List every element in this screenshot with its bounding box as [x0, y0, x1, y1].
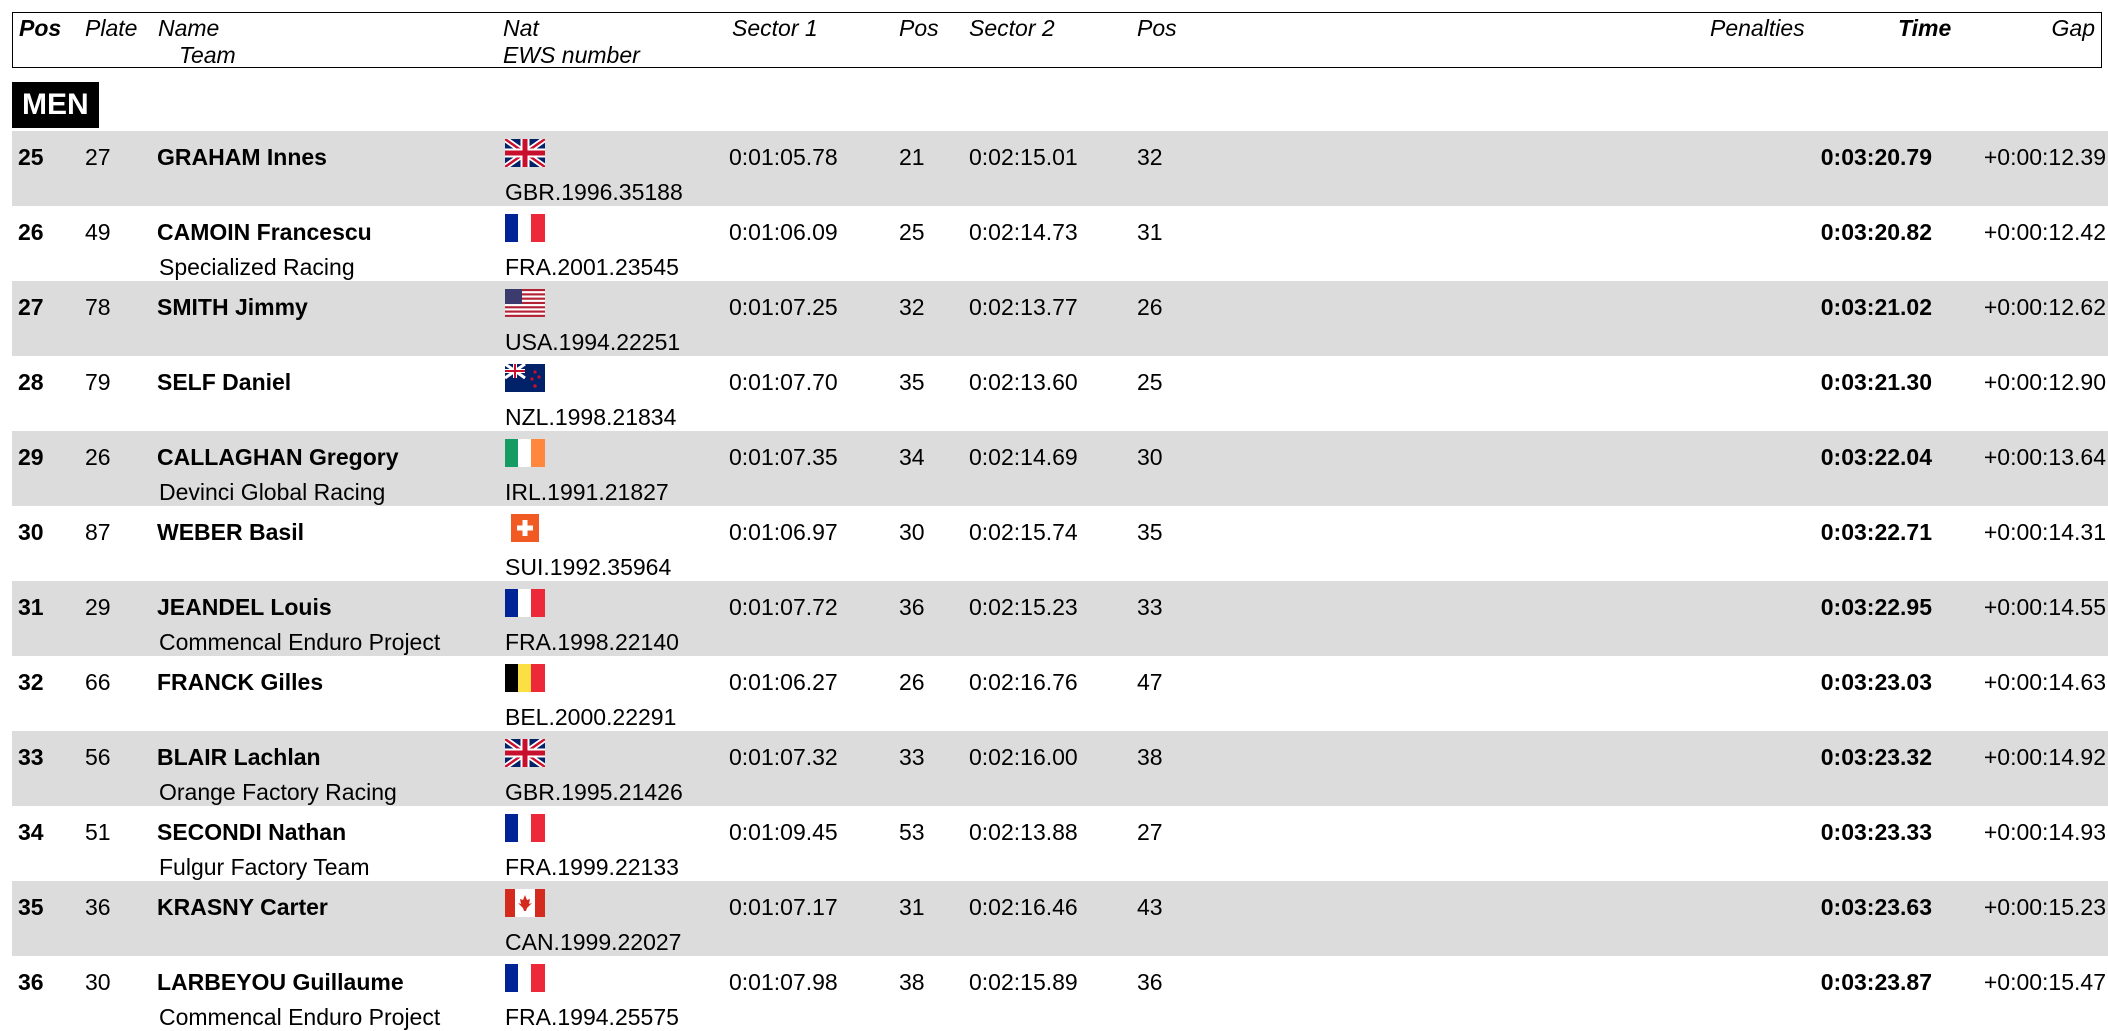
ews-number: FRA.1998.22140	[505, 629, 679, 655]
ews-number: FRA.1999.22133	[505, 854, 679, 880]
sector-2-position: 38	[1137, 744, 1163, 770]
sector-1-position: 35	[899, 369, 925, 395]
rider-name: KRASNY Carter	[157, 894, 328, 920]
time-gap: +0:00:12.39	[1983, 144, 2106, 170]
fra-flag-icon	[505, 964, 545, 992]
plate-number: 49	[85, 219, 111, 245]
sector-2-time: 0:02:16.76	[969, 669, 1078, 695]
plate-number: 27	[85, 144, 111, 170]
header-pos-2: Pos	[1137, 15, 1177, 41]
rider-name: WEBER Basil	[157, 519, 304, 545]
team-name: Specialized Racing	[159, 254, 355, 280]
plate-number: 26	[85, 444, 111, 470]
table-row	[12, 806, 2108, 881]
header-penalties: Penalties	[1710, 15, 1805, 41]
results-header	[12, 12, 2102, 68]
rider-name: BLAIR Lachlan	[157, 744, 321, 770]
plate-number: 30	[85, 969, 111, 995]
ews-number: USA.1994.22251	[505, 329, 681, 355]
sector-1-position: 53	[899, 819, 925, 845]
total-time: 0:03:22.71	[1820, 519, 1932, 545]
table-row	[12, 206, 2108, 281]
sector-2-position: 27	[1137, 819, 1163, 845]
sector-1-position: 25	[899, 219, 925, 245]
total-time: 0:03:23.33	[1820, 819, 1932, 845]
total-time: 0:03:23.03	[1820, 669, 1932, 695]
rider-position: 30	[18, 519, 44, 545]
total-time: 0:03:22.04	[1820, 444, 1932, 470]
time-gap: +0:00:12.42	[1983, 219, 2106, 245]
rider-position: 25	[18, 144, 44, 170]
sector-1-time: 0:01:06.97	[729, 519, 838, 545]
sector-2-position: 35	[1137, 519, 1163, 545]
team-name: Devinci Global Racing	[159, 479, 386, 505]
sector-2-position: 31	[1137, 219, 1163, 245]
sector-2-position: 33	[1137, 594, 1163, 620]
sector-1-time: 0:01:06.27	[729, 669, 838, 695]
sector-2-time: 0:02:15.23	[969, 594, 1078, 620]
table-row	[12, 656, 2108, 731]
header-pos: Pos	[19, 15, 62, 41]
header-sector-2: Sector 2	[969, 15, 1055, 41]
ews-number: FRA.1994.25575	[505, 1004, 679, 1030]
time-gap: +0:00:13.64	[1983, 444, 2106, 470]
table-row	[12, 131, 2108, 206]
table-row	[12, 581, 2108, 656]
ews-number: GBR.1995.21426	[505, 779, 683, 805]
rider-name: LARBEYOU Guillaume	[157, 969, 404, 995]
table-row	[12, 281, 2108, 356]
sui-flag-icon	[505, 514, 545, 542]
sector-2-time: 0:02:13.60	[969, 369, 1078, 395]
rider-name: CALLAGHAN Gregory	[157, 444, 399, 470]
header-nat: Nat	[503, 15, 539, 41]
plate-number: 36	[85, 894, 111, 920]
time-gap: +0:00:14.92	[1983, 744, 2106, 770]
header-team: Team	[179, 42, 236, 68]
irl-flag-icon	[505, 439, 545, 467]
total-time: 0:03:21.30	[1820, 369, 1932, 395]
sector-2-time: 0:02:15.89	[969, 969, 1078, 995]
sector-1-time: 0:01:07.70	[729, 369, 838, 395]
rider-position: 26	[18, 219, 44, 245]
total-time: 0:03:23.63	[1820, 894, 1932, 920]
time-gap: +0:00:12.90	[1983, 369, 2106, 395]
sector-1-position: 31	[899, 894, 925, 920]
rider-position: 31	[18, 594, 44, 620]
sector-1-position: 21	[899, 144, 925, 170]
header-gap: Gap	[2051, 15, 2095, 41]
total-time: 0:03:20.79	[1820, 144, 1932, 170]
plate-number: 66	[85, 669, 111, 695]
time-gap: +0:00:14.55	[1983, 594, 2106, 620]
rider-name: JEANDEL Louis	[157, 594, 332, 620]
sector-2-position: 26	[1137, 294, 1163, 320]
team-name: Fulgur Factory Team	[159, 854, 370, 880]
rider-position: 33	[18, 744, 44, 770]
rider-position: 35	[18, 894, 44, 920]
ews-number: SUI.1992.35964	[505, 554, 672, 580]
sector-2-time: 0:02:16.46	[969, 894, 1078, 920]
plate-number: 78	[85, 294, 111, 320]
sector-1-time: 0:01:07.98	[729, 969, 838, 995]
time-gap: +0:00:14.93	[1983, 819, 2106, 845]
sector-2-position: 47	[1137, 669, 1163, 695]
plate-number: 29	[85, 594, 111, 620]
table-row	[12, 881, 2108, 956]
sector-1-time: 0:01:07.35	[729, 444, 838, 470]
time-gap: +0:00:14.63	[1983, 669, 2106, 695]
sector-1-time: 0:01:05.78	[729, 144, 838, 170]
team-name: Orange Factory Racing	[159, 779, 397, 805]
total-time: 0:03:20.82	[1820, 219, 1932, 245]
rider-name: CAMOIN Francescu	[157, 219, 372, 245]
team-name: Commencal Enduro Project	[159, 629, 441, 655]
plate-number: 79	[85, 369, 111, 395]
ews-number: NZL.1998.21834	[505, 404, 677, 430]
rider-name: GRAHAM Innes	[157, 144, 327, 170]
ews-number: CAN.1999.22027	[505, 929, 682, 955]
sector-1-position: 38	[899, 969, 925, 995]
time-gap: +0:00:15.23	[1983, 894, 2106, 920]
sector-2-time: 0:02:13.77	[969, 294, 1078, 320]
table-row	[12, 431, 2108, 506]
total-time: 0:03:23.87	[1820, 969, 1932, 995]
sector-2-time: 0:02:13.88	[969, 819, 1078, 845]
table-row	[12, 506, 2108, 581]
rider-position: 32	[18, 669, 44, 695]
sector-1-time: 0:01:06.09	[729, 219, 838, 245]
rider-position: 29	[18, 444, 44, 470]
total-time: 0:03:22.95	[1820, 594, 1932, 620]
fra-flag-icon	[505, 214, 545, 242]
header-ews-number: EWS number	[503, 42, 640, 68]
sector-2-position: 25	[1137, 369, 1163, 395]
sector-2-position: 36	[1137, 969, 1163, 995]
time-gap: +0:00:12.62	[1983, 294, 2106, 320]
nzl-flag-icon	[505, 364, 545, 392]
sector-1-position: 32	[899, 294, 925, 320]
rider-name: SELF Daniel	[157, 369, 292, 395]
sector-1-time: 0:01:07.25	[729, 294, 838, 320]
ews-number: BEL.2000.22291	[505, 704, 677, 730]
sector-2-time: 0:02:16.00	[969, 744, 1078, 770]
table-row	[12, 956, 2108, 1031]
header-time: Time	[1898, 15, 1952, 41]
sector-2-position: 43	[1137, 894, 1163, 920]
header-sector-1: Sector 1	[732, 15, 818, 41]
plate-number: 51	[85, 819, 111, 845]
rider-position: 34	[18, 819, 44, 845]
rider-name: FRANCK Gilles	[157, 669, 324, 695]
sector-2-time: 0:02:15.74	[969, 519, 1078, 545]
sector-1-position: 26	[899, 669, 925, 695]
gbr-flag-icon	[505, 139, 545, 167]
ews-number: FRA.2001.23545	[505, 254, 679, 280]
sector-1-position: 33	[899, 744, 925, 770]
sector-1-time: 0:01:07.17	[729, 894, 838, 920]
sector-2-position: 30	[1137, 444, 1163, 470]
rider-position: 27	[18, 294, 44, 320]
header-pos-1: Pos	[899, 15, 939, 41]
team-name: Commencal Enduro Project	[159, 1004, 441, 1030]
header-name: Name	[158, 15, 220, 41]
sector-1-time: 0:01:07.32	[729, 744, 838, 770]
header-plate: Plate	[85, 15, 138, 41]
rider-name: SMITH Jimmy	[157, 294, 308, 320]
rider-position: 28	[18, 369, 44, 395]
sector-2-time: 0:02:14.73	[969, 219, 1078, 245]
table-row	[12, 731, 2108, 806]
rider-position: 36	[18, 969, 44, 995]
category-label: MEN	[12, 82, 99, 128]
can-flag-icon	[505, 889, 545, 917]
plate-number: 87	[85, 519, 111, 545]
sector-1-time: 0:01:07.72	[729, 594, 838, 620]
sector-2-position: 32	[1137, 144, 1163, 170]
rider-name: SECONDI Nathan	[157, 819, 347, 845]
ews-number: IRL.1991.21827	[505, 479, 669, 505]
sector-1-position: 36	[899, 594, 925, 620]
total-time: 0:03:23.32	[1820, 744, 1932, 770]
table-row	[12, 356, 2108, 431]
sector-2-time: 0:02:14.69	[969, 444, 1078, 470]
gbr-flag-icon	[505, 739, 545, 767]
plate-number: 56	[85, 744, 111, 770]
usa-flag-icon	[505, 289, 545, 317]
sector-1-position: 34	[899, 444, 925, 470]
time-gap: +0:00:15.47	[1983, 969, 2106, 995]
bel-flag-icon	[505, 664, 545, 692]
ews-number: GBR.1996.35188	[505, 179, 683, 205]
sector-1-time: 0:01:09.45	[729, 819, 838, 845]
fra-flag-icon	[505, 814, 545, 842]
total-time: 0:03:21.02	[1820, 294, 1932, 320]
sector-2-time: 0:02:15.01	[969, 144, 1078, 170]
time-gap: +0:00:14.31	[1983, 519, 2106, 545]
sector-1-position: 30	[899, 519, 925, 545]
fra-flag-icon	[505, 589, 545, 617]
